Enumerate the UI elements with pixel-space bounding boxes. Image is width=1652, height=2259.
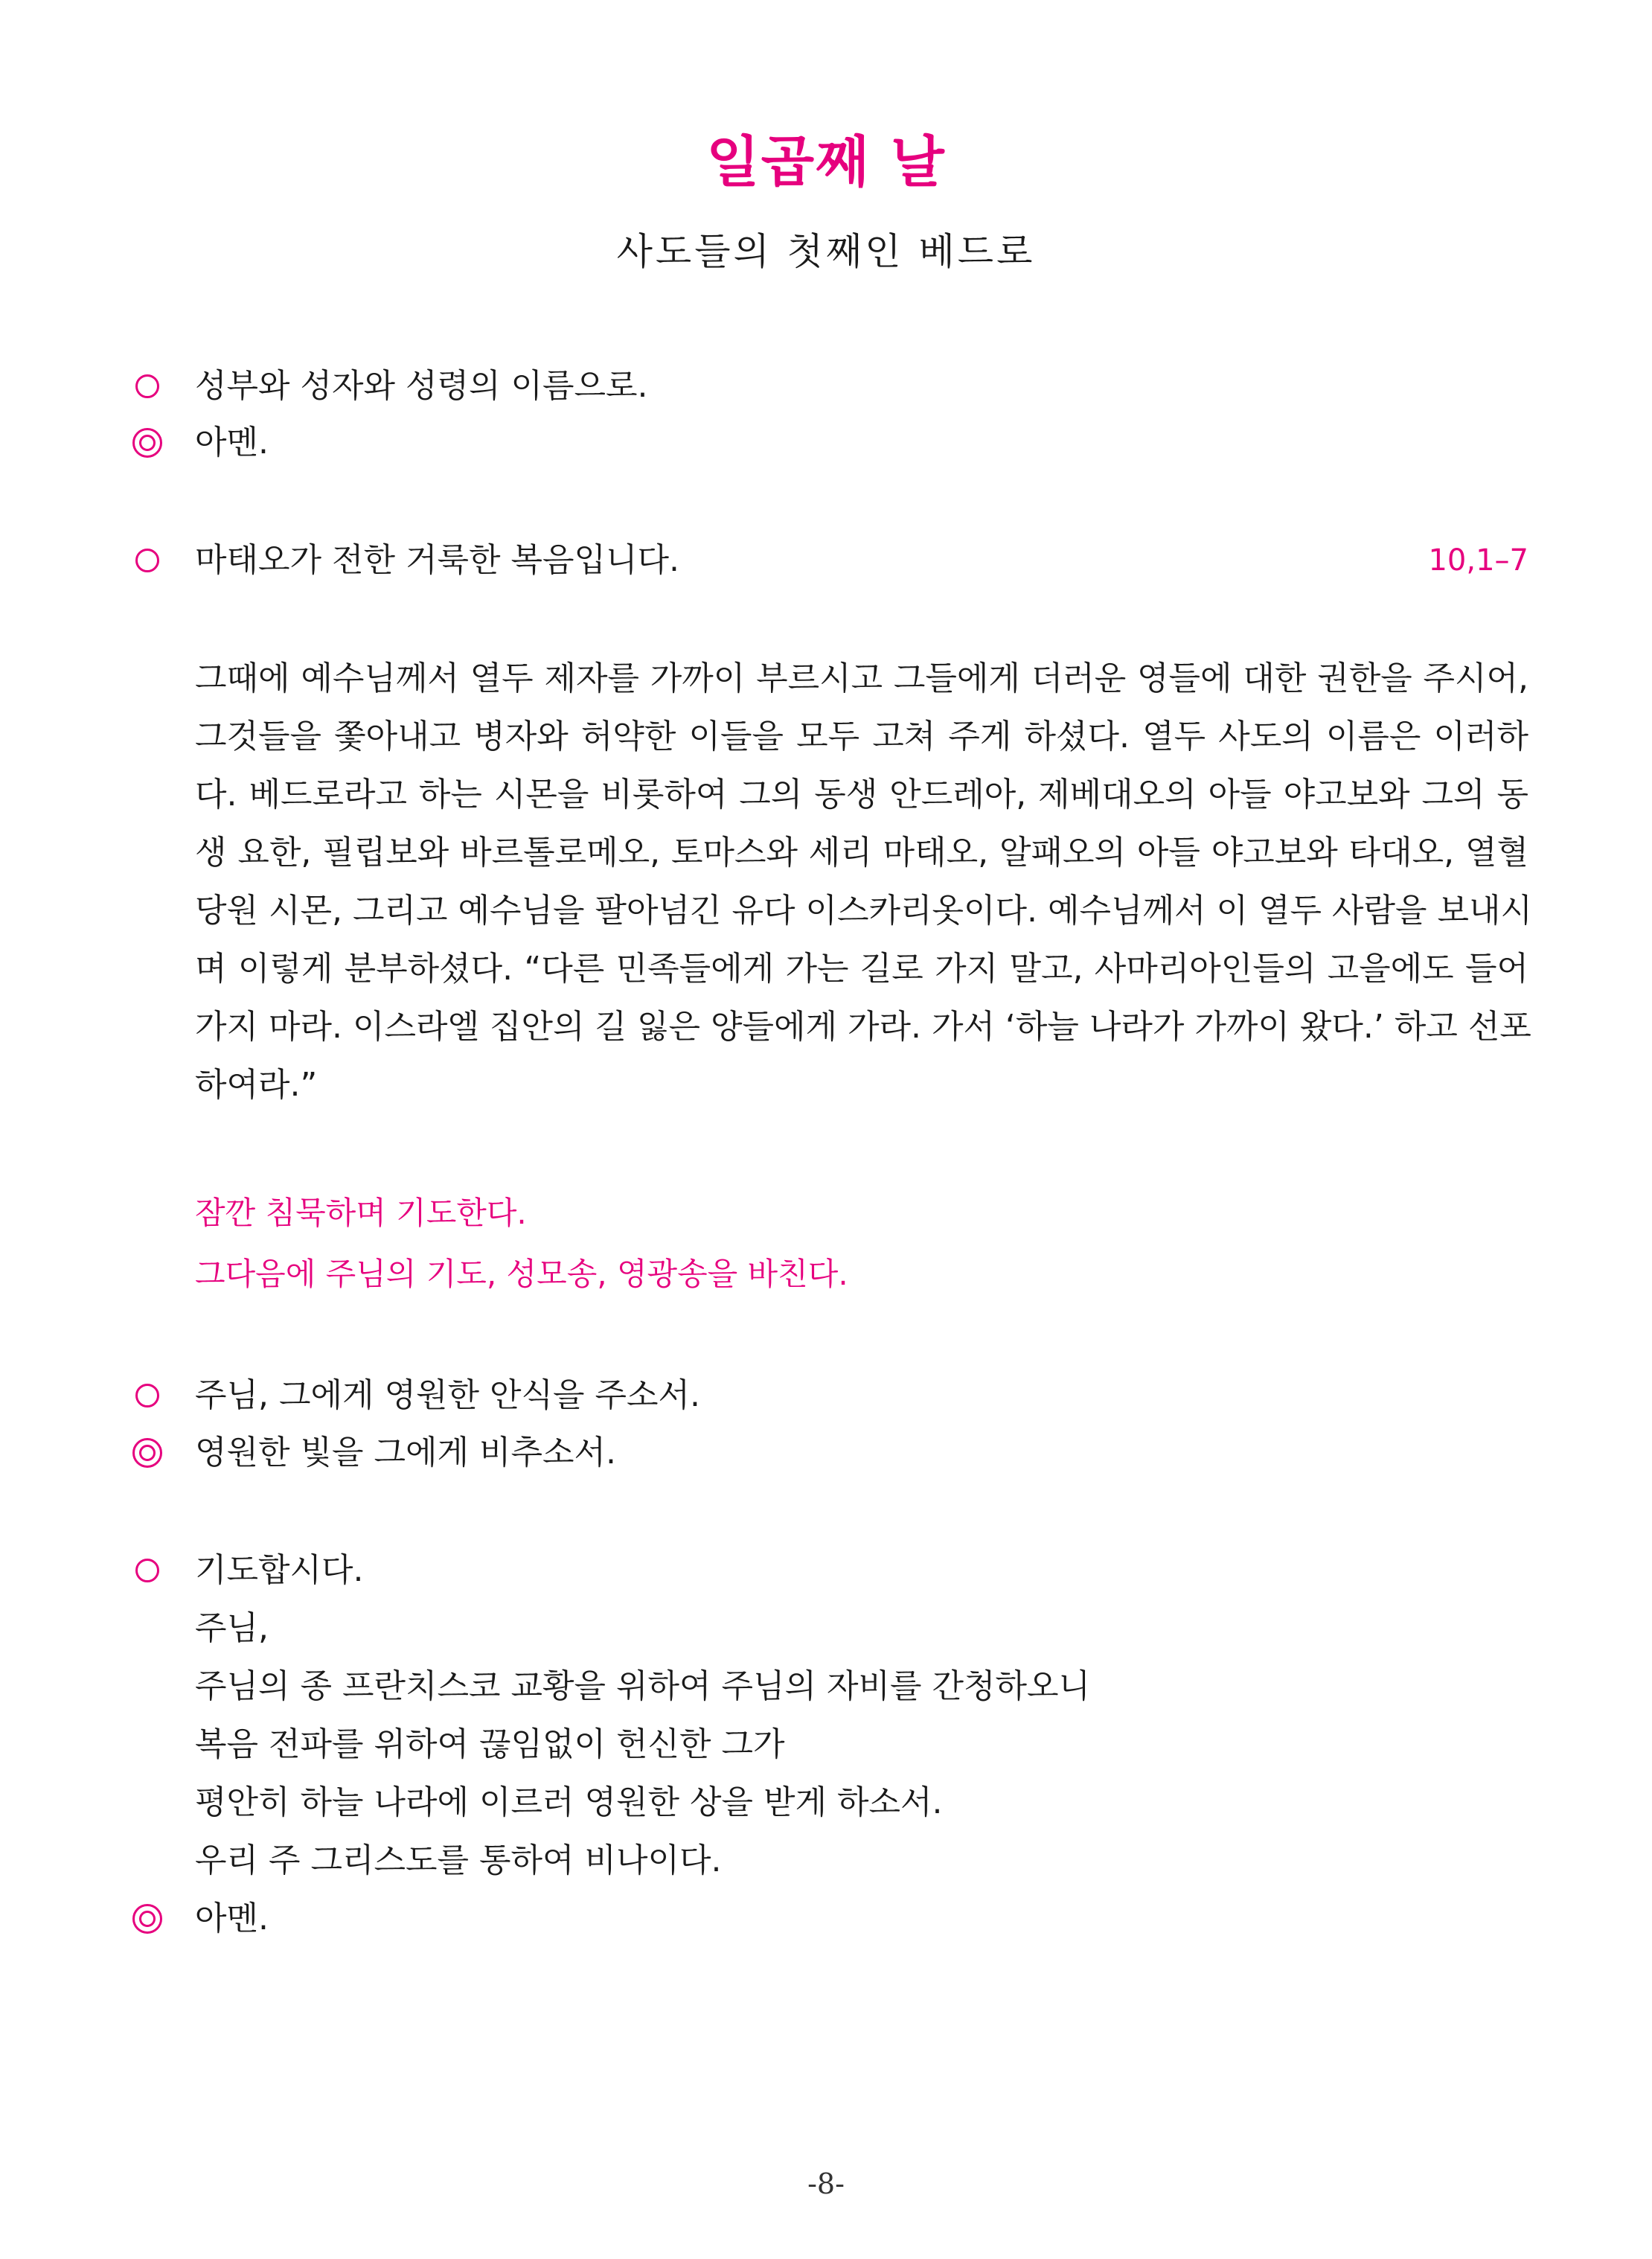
open-circle-icon [131,538,164,583]
gospel-line: 그것들을 쫓아내고 병자와 허약한 이들을 모두 고쳐 주게 하셨다. 열두 사도의 이름은 이러하 [195,718,1528,755]
prayer-intro-text: 기도합시다. [195,1551,364,1589]
rubric-text: 잠깐 침묵하며 기도한다. [195,1195,527,1231]
open-circle-icon [131,1373,164,1418]
rest-response-text: 영원한 빛을 그에게 비추소서. [195,1434,616,1472]
prayer-response-text: 아멘. [195,1899,269,1937]
gospel-line: 다. 베드로라고 하는 시몬을 비롯하여 그의 동생 안드레아, 제베대오의 아들 야고보와 그의 동 [195,776,1529,814]
gospel-line: 생 요한, 필립보와 바르톨로메오, 토마스와 세리 마태오, 알패오의 아들 야고보와 타대오, 열혈 [195,834,1528,872]
gospel-line: 가지 마라. 이스라엘 집안의 길 잃은 양들에게 가라. 가서 ‘하늘 나라가 가까이 왔다.’ 하고 선포 [195,1008,1531,1046]
opening-leader-text: 성부와 성자와 성령의 이름으로. [195,367,648,405]
prayer-line: 복음 전파를 위하여 끊임없이 헌신한 그가 [195,1725,785,1763]
gospel-line: 며 이렇게 분부하셨다. “다른 민족들에게 가는 길로 가지 말고, 사마리아인들의 고을에도 들어 [195,950,1528,988]
page-number: -8- [807,2167,845,2200]
prayer-line: 주님, [195,1609,269,1647]
gospel-intro-text: 마태오가 전한 거룩한 복음입니다. [195,541,679,579]
double-circle-icon [131,421,164,465]
gospel-reference: 10,1–7 [1428,543,1528,578]
open-circle-icon [131,1548,164,1593]
double-circle-icon [131,1897,164,1941]
gospel-line: 당원 시몬, 그리고 예수님을 팔아넘긴 유다 이스카리옷이다. 예수님께서 이 열두 사람을 보내시 [195,892,1532,930]
prayer-line: 평안히 하늘 나라에 이르러 영원한 상을 받게 하소서. [195,1783,943,1821]
rubric-text: 그다음에 주님의 기도, 성모송, 영광송을 바친다. [195,1256,848,1292]
opening-response-text: 아멘. [195,424,269,461]
prayer-line: 주님의 종 프란치스코 교황을 위하여 주님의 자비를 간청하오니 [195,1667,1091,1705]
gospel-line: 하여라.” [195,1066,318,1104]
open-circle-icon [131,364,164,409]
rest-leader-text: 주님, 그에게 영원한 안식을 주소서. [195,1376,700,1414]
page-title: 일곱째 날 [706,130,946,194]
prayer-line: 우리 주 그리스도를 통하여 비나이다. [195,1841,722,1879]
double-circle-icon [131,1431,164,1475]
gospel-line: 그때에 예수님께서 열두 제자를 가까이 부르시고 그들에게 더러운 영들에 대한 권한을 주시어, [195,659,1528,697]
page-subtitle: 사도들의 첫째인 베드로 [616,230,1036,273]
